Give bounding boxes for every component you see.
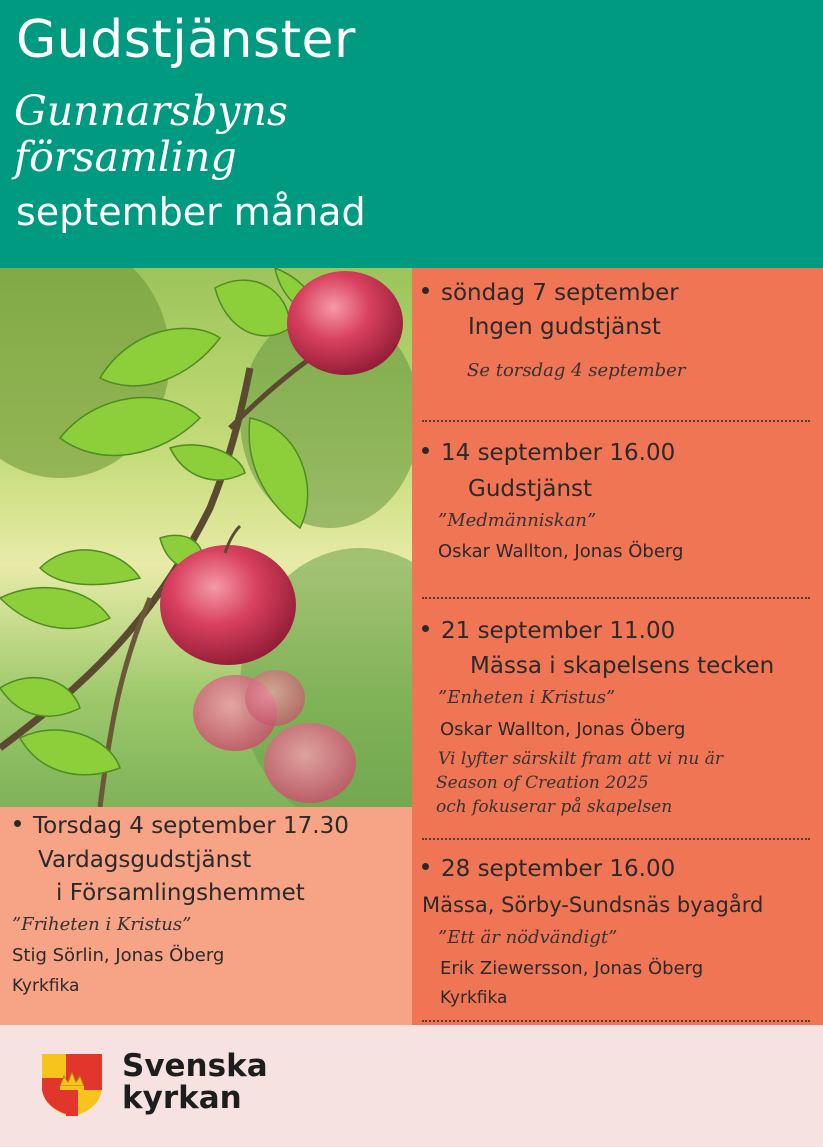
parish-name — [14, 88, 288, 180]
logo-line1: Svenska — [122, 1048, 268, 1084]
event-2-date: 14 september 16.00 — [422, 440, 675, 466]
event-4-date: 28 september 16.00 — [422, 856, 675, 882]
church-shield-icon — [40, 1052, 104, 1122]
divider — [422, 1020, 810, 1022]
event-4-people: Erik Ziewersson, Jonas Öberg — [440, 958, 704, 979]
event-4-theme: ”Ett är nödvändigt” — [438, 927, 618, 948]
event-thursday-extra: Kyrkfika — [12, 976, 80, 996]
event-3-people: Oskar Wallton, Jonas Öberg — [440, 719, 686, 740]
event-1-title: Ingen gudstjänst — [468, 314, 661, 340]
event-3-note-line2: Season of Creation 2025 — [436, 773, 649, 793]
event-2-title: Gudstjänst — [468, 476, 593, 502]
divider — [422, 597, 810, 599]
page-title: Gudstjänster — [16, 10, 356, 70]
event-1-date: söndag 7 september — [422, 280, 679, 306]
event-thursday-title-line1: Vardagsgudstjänst — [38, 847, 252, 873]
svenska-kyrkan-logo-text — [122, 1050, 268, 1114]
event-4-title: Mässa, Sörby-Sundsnäs byagård — [422, 893, 764, 917]
event-3-date: 21 september 11.00 — [422, 618, 675, 644]
apple-branch-photo — [0, 268, 412, 807]
bullet-icon — [422, 863, 429, 870]
bullet-icon — [422, 625, 429, 632]
event-3-note-line1: Vi lyfter särskilt fram att vi nu är — [438, 749, 723, 769]
event-thursday-people: Stig Sörlin, Jonas Öberg — [12, 945, 225, 966]
event-3-title: Mässa i skapelsens tecken — [470, 653, 775, 679]
event-3-theme: ”Enheten i Kristus” — [438, 687, 616, 708]
event-thursday-theme: ”Friheten i Kristus” — [12, 914, 192, 935]
parish-name-line2: församling — [14, 133, 237, 181]
bullet-icon — [422, 287, 429, 294]
bullet-icon — [422, 447, 429, 454]
divider — [422, 838, 810, 840]
event-thursday-title-line2: i Församlingshemmet — [56, 880, 305, 906]
event-4-extra: Kyrkfika — [440, 988, 508, 1008]
event-2-theme: ”Medmänniskan” — [438, 510, 597, 531]
event-thursday-date: Torsdag 4 september 17.30 — [14, 813, 349, 839]
bullet-icon — [14, 820, 21, 827]
month-label: september månad — [16, 190, 366, 234]
logo-line2: kyrkan — [122, 1080, 242, 1116]
event-2-people: Oskar Wallton, Jonas Öberg — [438, 541, 684, 562]
divider — [422, 420, 810, 422]
parish-name-line1: Gunnarsbyns — [14, 87, 288, 135]
event-1-note: Se torsdag 4 september — [467, 360, 686, 381]
event-3-note-line3: och fokuserar på skapelsen — [436, 797, 673, 817]
